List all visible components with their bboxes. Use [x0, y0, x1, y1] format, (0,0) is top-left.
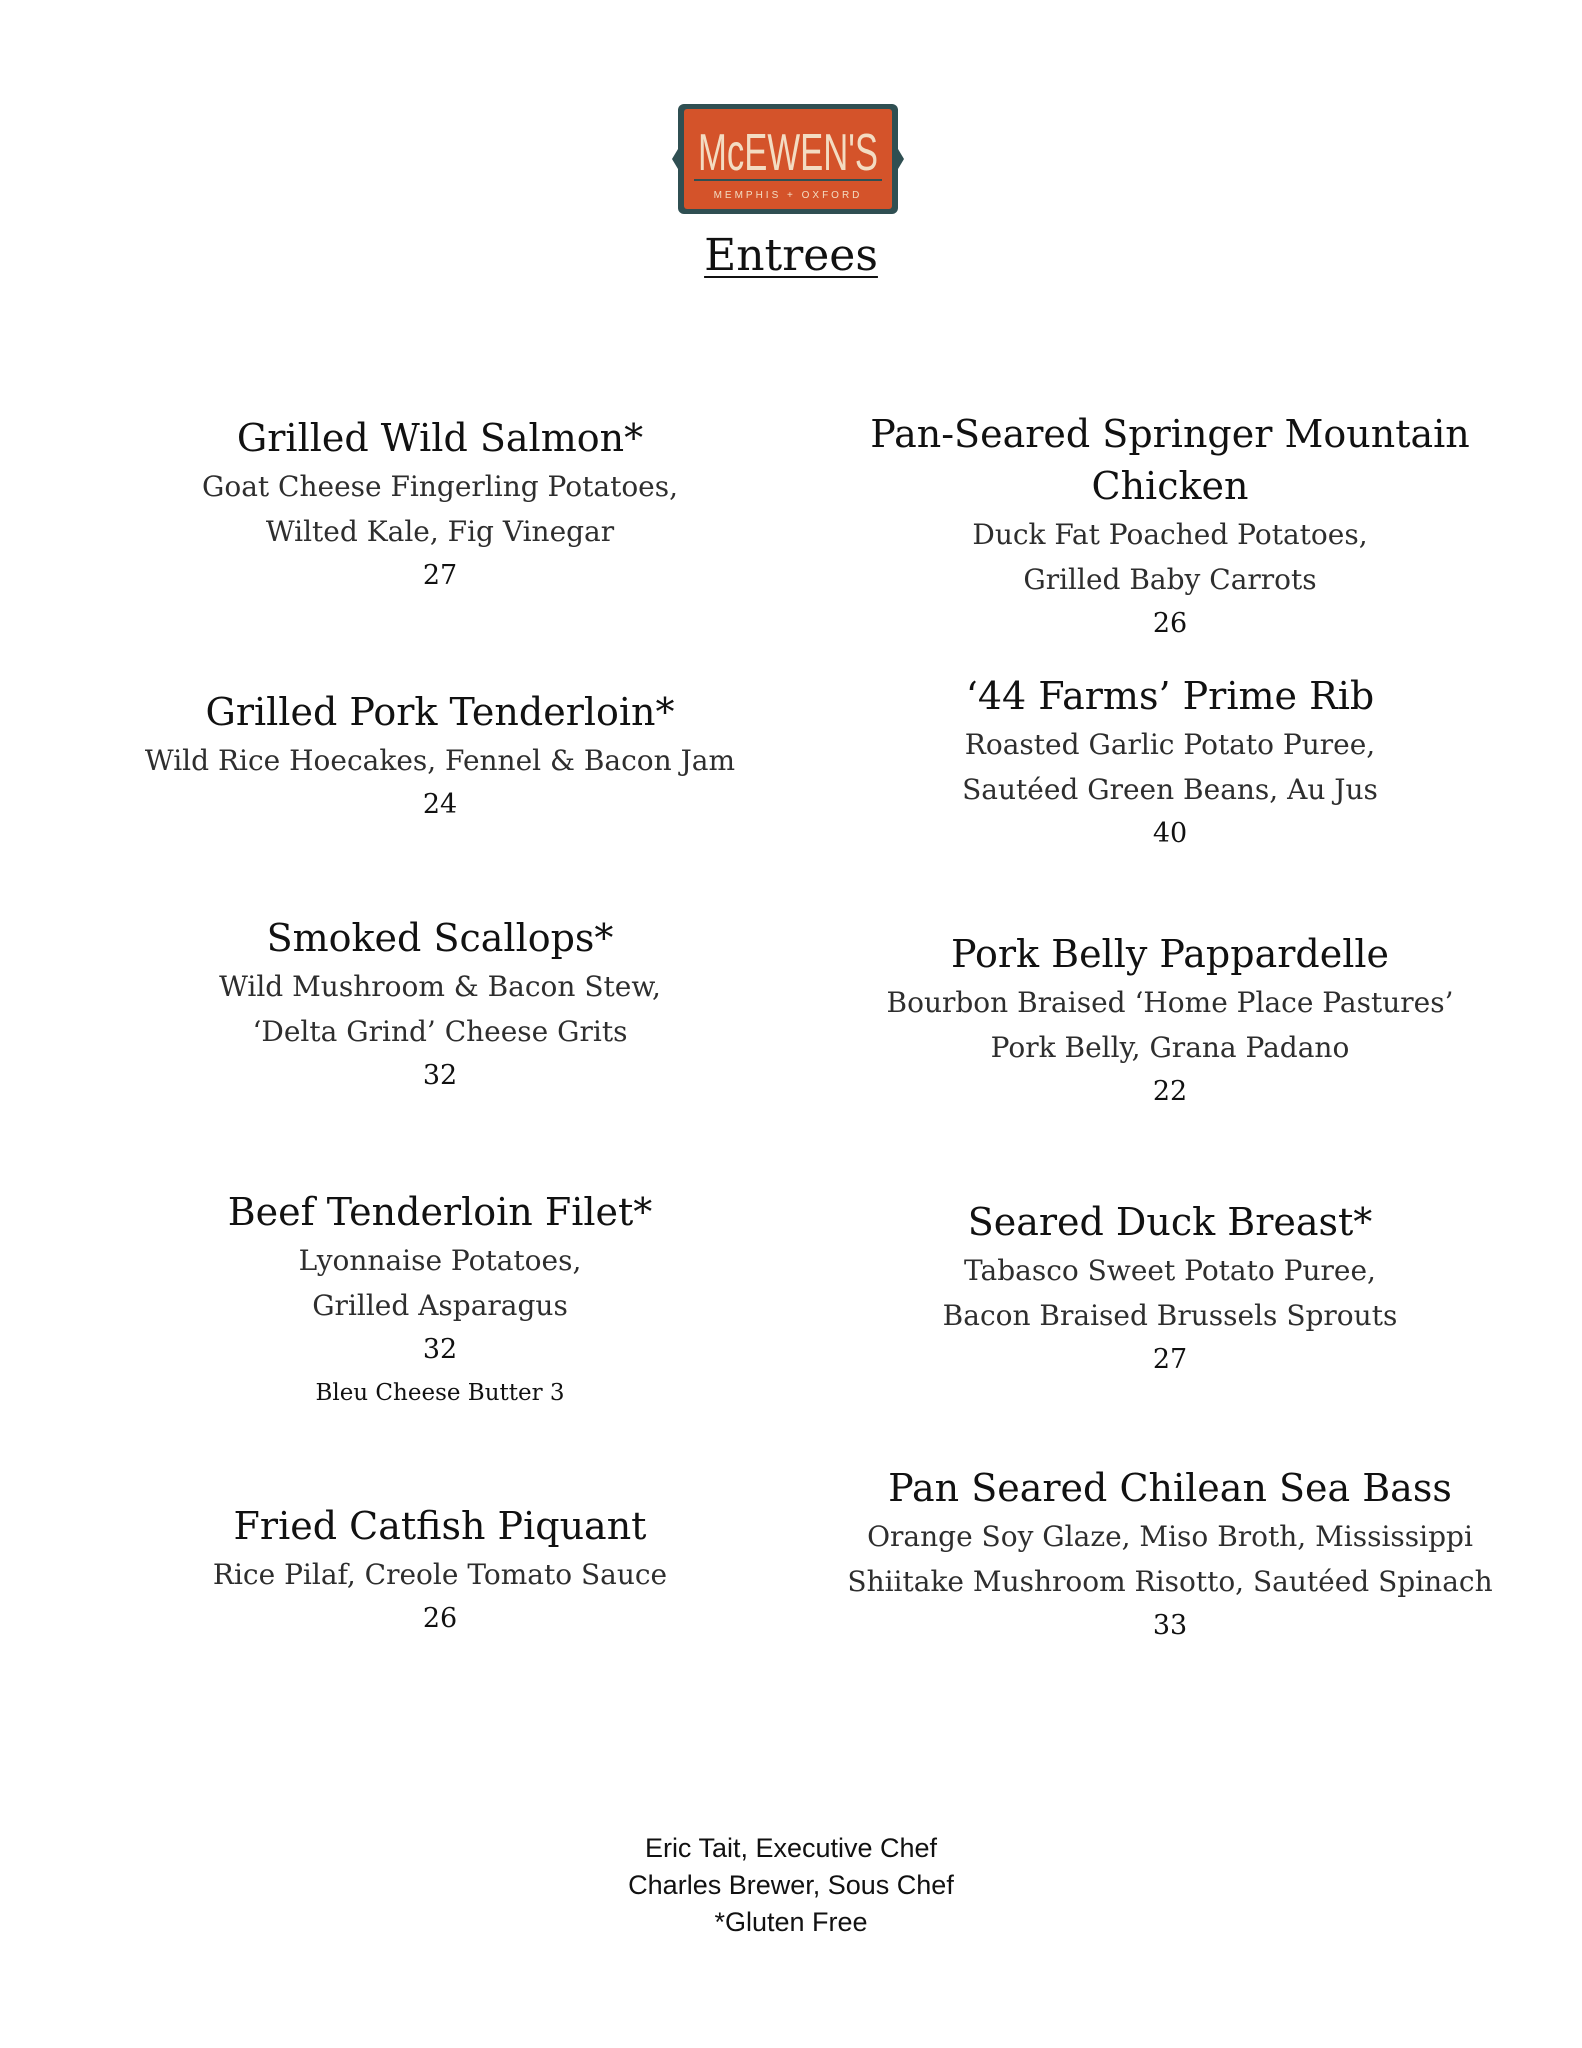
item-price: 24	[422, 789, 458, 820]
menu-item	[820, 1462, 1520, 1648]
gluten-free-note: *Gluten Free	[714, 1907, 868, 1937]
item-description-line: Tabasco Sweet Potato Puree,	[964, 1254, 1376, 1287]
item-name: Smoked Scallops*	[266, 916, 614, 960]
item-description-line: Sautéed Green Beans, Au Jus	[962, 773, 1378, 806]
menu-item	[120, 912, 760, 1098]
item-description-line: Wild Rice Hoecakes, Fennel & Bacon Jam	[144, 744, 736, 777]
menu-item	[820, 928, 1520, 1114]
item-description-line: Lyonnaise Potatoes,	[298, 1244, 582, 1277]
item-price: 27	[422, 560, 458, 591]
item-description-line: Grilled Asparagus	[312, 1289, 568, 1322]
menu-item	[820, 670, 1520, 856]
menu-item	[120, 686, 760, 827]
item-description-line: Grilled Baby Carrots	[1023, 563, 1317, 596]
item-name: Grilled Wild Salmon*	[236, 416, 644, 460]
chef-credits	[0, 1830, 1582, 1941]
item-description-line: ‘Delta Grind’ Cheese Grits	[252, 1015, 628, 1048]
svg-text:MEMPHIS + OXFORD: MEMPHIS + OXFORD	[713, 190, 863, 201]
item-price: 33	[1152, 1610, 1188, 1641]
item-description-line: Duck Fat Poached Potatoes,	[972, 518, 1368, 551]
sous-chef: Charles Brewer, Sous Chef	[628, 1870, 954, 1900]
item-name: Pan Seared Chilean Sea Bass	[888, 1466, 1452, 1510]
menu-item	[120, 1186, 760, 1414]
menu-item	[820, 1196, 1520, 1382]
item-description-line: Wilted Kale, Fig Vinegar	[265, 515, 615, 548]
item-description-line: Rice Pilaf, Creole Tomato Sauce	[212, 1558, 668, 1591]
executive-chef: Eric Tait, Executive Chef	[644, 1833, 938, 1863]
item-description-line: Bourbon Braised ‘Home Place Pastures’	[886, 986, 1454, 1019]
item-name: Pan-Seared Springer Mountain Chicken	[870, 412, 1470, 508]
item-name: Pork Belly Pappardelle	[950, 932, 1390, 976]
svg-text:McEWEN'S: McEWEN'S	[698, 124, 878, 182]
menu-item	[820, 408, 1520, 646]
item-description-line: Roasted Garlic Potato Puree,	[964, 728, 1376, 761]
item-price: 26	[422, 1603, 458, 1634]
item-price: 22	[1152, 1076, 1188, 1107]
item-name: Seared Duck Breast*	[967, 1200, 1373, 1244]
item-name: Fried Catfish Piquant	[233, 1504, 647, 1548]
item-description-line: Orange Soy Glaze, Miso Broth, Mississippi	[867, 1520, 1473, 1553]
item-description-line: Pork Belly, Grana Padano	[990, 1031, 1350, 1064]
item-price: 32	[422, 1060, 458, 1091]
item-price: 27	[1152, 1344, 1188, 1375]
logo-graphic	[672, 102, 904, 216]
item-price: 32	[422, 1334, 458, 1365]
item-description-line: Bacon Braised Brussels Sprouts	[942, 1299, 1398, 1332]
item-price: 40	[1152, 818, 1188, 849]
item-name: ‘44 Farms’ Prime Rib	[965, 674, 1375, 718]
menu-item	[120, 412, 760, 598]
item-description-line: Wild Mushroom & Bacon Stew,	[219, 970, 661, 1003]
item-name: Grilled Pork Tenderloin*	[205, 690, 675, 734]
restaurant-logo	[672, 102, 904, 216]
menu-item	[120, 1500, 760, 1641]
page-title: Entrees	[704, 230, 878, 281]
item-price: 26	[1152, 608, 1188, 639]
item-description-line: Goat Cheese Fingerling Potatoes,	[201, 470, 679, 503]
item-description-line: Shiitake Mushroom Risotto, Sautéed Spinach	[847, 1565, 1493, 1598]
item-addon: Bleu Cheese Butter 3	[315, 1380, 565, 1406]
item-name: Beef Tenderloin Filet*	[227, 1190, 653, 1234]
